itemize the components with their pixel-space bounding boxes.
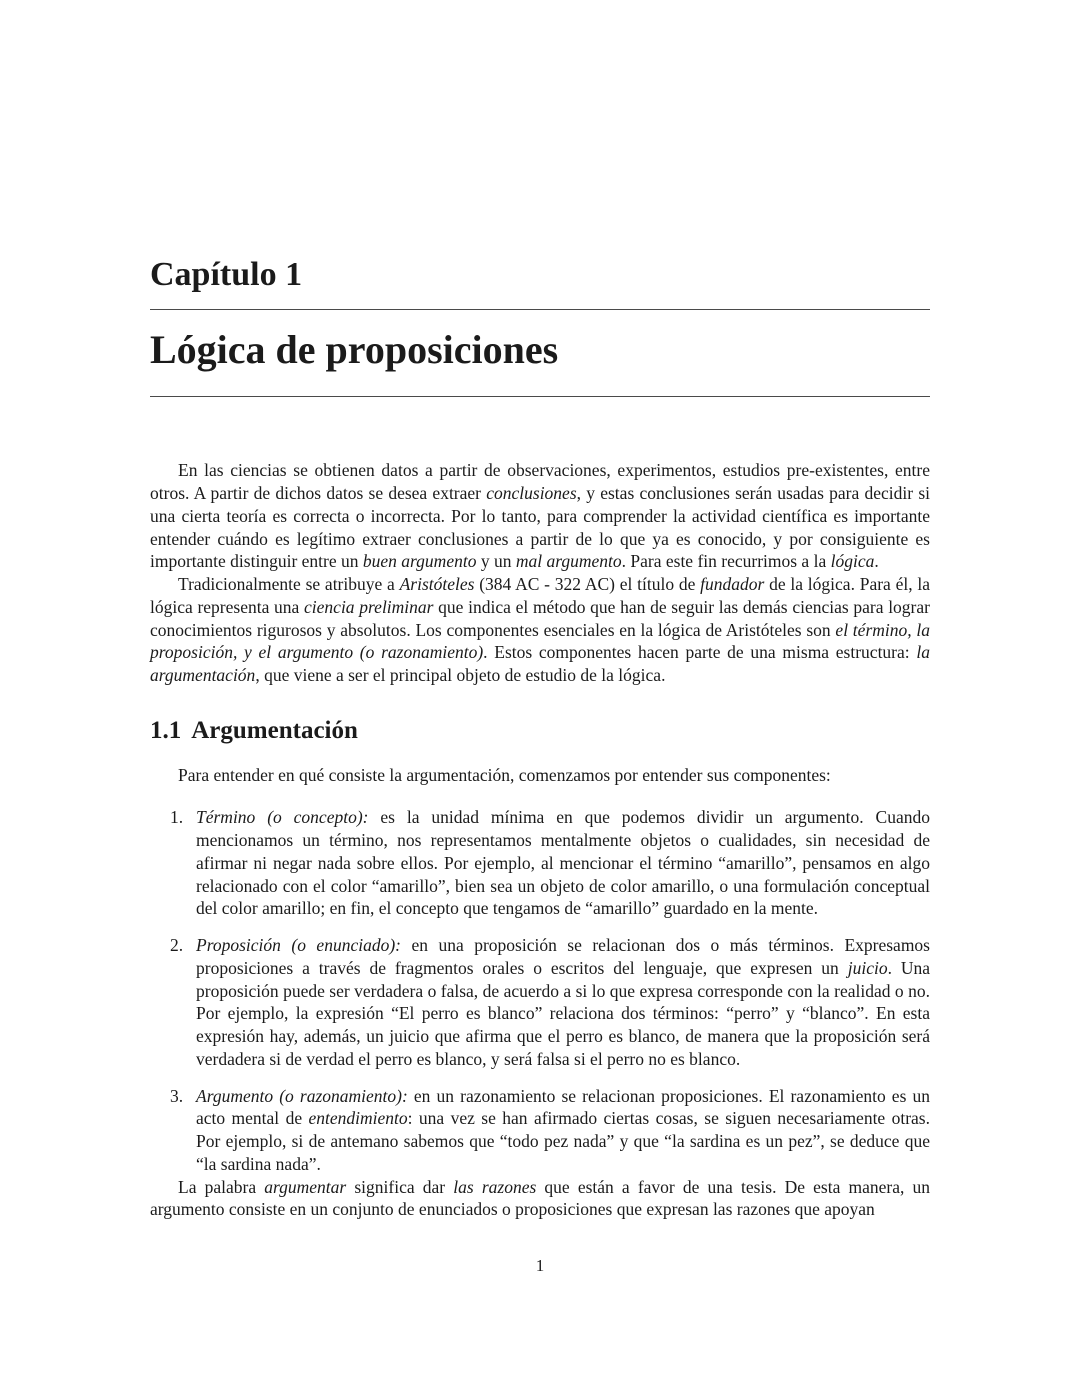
page-footer: [150, 1255, 930, 1277]
page-number: 1: [535, 1256, 545, 1276]
section-heading: [150, 717, 930, 746]
section-number: 1.1: [150, 716, 182, 744]
list-item-number: 1.: [170, 807, 184, 828]
chapter-title: Lógica de proposiciones: [150, 327, 559, 373]
section-lead-paragraph: Para entender en qué consiste la argumentación, comenzamos por entender sus componentes:: [178, 764, 831, 785]
list-item-text: Argumento (o razonamiento): en un razonamiento se relacionan proposiciones. El razonamiento es un acto mental de entendimiento: una vez se han afirmado ciertas cosas, se siguen necesariamente otras. Por ejemplo, si de antemano sabemos que “todo pez nada” y que “la sardina es un pez”, se deduce que “la sardina nada”.: [196, 1085, 930, 1174]
document-page: [150, 0, 930, 1317]
list-item: [150, 806, 930, 920]
list-item-text: Término (o concepto): es la unidad mínima en que podemos dividir un argumento. Cuando mencionamos un término, nos representamos mentalmente objetos o cualidades, sin necesidad de afirmar ni negar nada sobre ellos. Por ejemplo, al mencionar el término “amarillo”, pensamos en algo relacionado con el color “amarillo”, bien sea un objeto de color amarillo, o una formulación conceptual del color amarillo; en fin, el concepto que tengamos de “amarillo” guardado en la mente.: [196, 807, 930, 919]
list-item-text: Proposición (o enunciado): en una proposición se relacionan dos o más términos. Expresamos proposiciones a través de fragmentos orales o escritos del lenguaje, que expresen un juicio. Una proposición puede ser verdadera o falsa, de acuerdo a si lo que expresa corresponde con la realidad o no. Por ejemplo, la expresión “El perro es blanco” relaciona dos términos: “perro” y “blanco”. En esta expresión hay, además, un juicio que afirma que el perro es blanco, de manera que la proposición será verdadera si de verdad el perro es blanco, y será falsa si el perro no es blanco.: [196, 935, 931, 1069]
intro-paragraph-2: Tradicionalmente se atribuye a Aristóteles (384 AC - 322 AC) el título de fundador de la lógica. Para él, la lógica representa una ciencia preliminar que indica el método que han de seguir las demás ciencias para lograr conocimientos rigurosos y absolutos. Los componentes esenciales en la lógica de Aristóteles son el término, la proposición, y el argumento (o razonamiento). Estos componentes hacen parte de una misma estructura: la argumentación, que viene a ser el principal objeto de estudio de la lógica.: [150, 574, 930, 686]
components-list: [150, 806, 930, 1175]
list-item-number: 2.: [170, 935, 184, 956]
section-title: Argumentación: [191, 716, 358, 744]
chapter-rule-top: [150, 309, 930, 310]
intro-paragraph-1: En las ciencias se obtienen datos a partir de observaciones, experimentos, estudios pre-existentes, entre otros. A partir de dichos datos se desea extraer conclusiones, y estas conclusiones serán usadas para decidir si una cierta teoría es correcta o incorrecta. Por lo tanto, para comprender la actividad científica es importante entender cuándo es legítimo extraer conclusiones a partir de lo que ya es conocido, y por consiguiente es importante distinguir entre un buen argumento y un mal argumento. Para este fin recurrimos a la lógica.: [150, 460, 930, 572]
list-item-number: 3.: [170, 1085, 184, 1106]
chapter-header: [150, 256, 930, 397]
chapter-label: Capítulo 1: [150, 256, 303, 293]
closing-paragraph: La palabra argumentar significa dar las razones que están a favor de una tesis. De esta manera, un argumento consiste en un conjunto de enunciados o proposiciones que expresan las razones que apoyan: [150, 1176, 930, 1220]
list-item: [150, 1085, 930, 1176]
chapter-rule-bottom: [150, 396, 930, 397]
list-item: [150, 934, 930, 1071]
chapter-body: [150, 459, 930, 1221]
